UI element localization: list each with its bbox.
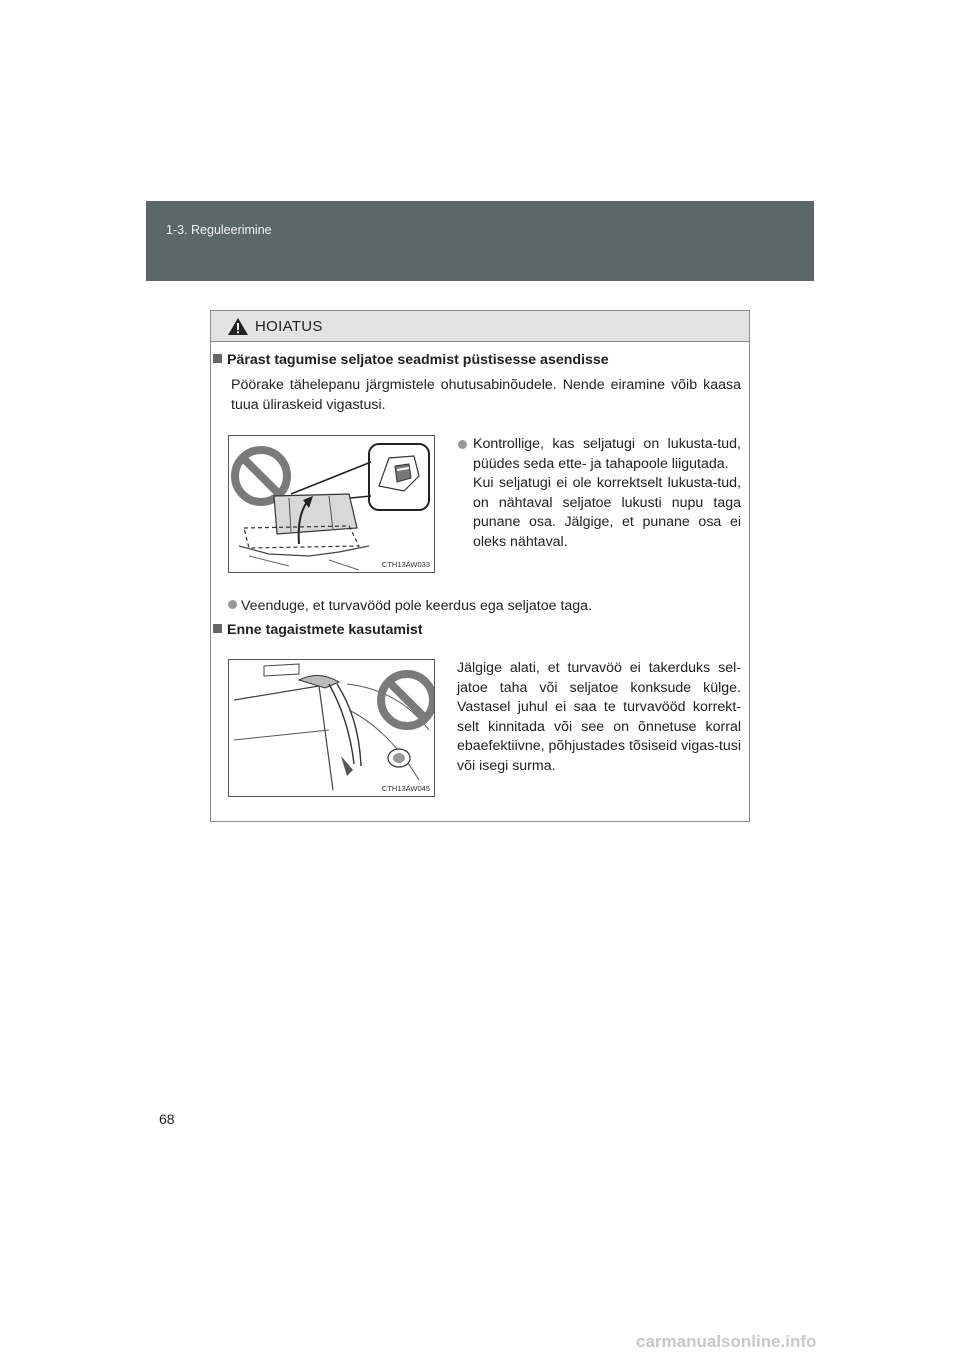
section2-heading-row [213,621,743,641]
bullet1-text-a: Kontrollige, kas seljatugi on lukusta-tud, püüdes seda ette- ja tahapoole liigutada. [473,436,741,472]
figure-code: CTH13AW045 [381,784,430,793]
warning-box [210,310,750,822]
section1-bullet1 [458,435,741,552]
section-title: 1-3. Reguleerimine [166,223,272,237]
warning-header [211,311,749,342]
watermark: carmanualsonline.info [636,1332,817,1351]
square-bullet-icon [213,354,222,363]
section1-heading-row [213,351,743,371]
section1-intro: Pöörake tähelepanu järgmistele ohutusabinõudele. Nende eiramine võib kaasa tuua üliraskeid vigastusi. [231,377,741,413]
page-number: 68 [159,1111,175,1127]
section1-heading: Pärast tagumise seljatoe seadmist püstisesse asendisse [227,352,609,368]
round-bullet-icon [458,440,467,449]
section-header-bar [146,201,814,281]
figure-seat-lock [228,435,435,573]
bullet1-text-b: Kui seljatugi ei ole korrektselt lukusta-tud, on nähtaval seljatoe lukusti nupu taga punane osa. Jälgige, et punane osa ei oleks nähtaval. [473,475,741,550]
bullet2-text: Veenduge, et turvavööd pole keerdus ega seljatoe taga. [241,598,593,614]
round-bullet-icon [228,600,237,609]
section2-text: Jälgige alati, et turvavöö ei takerduks sel-jatoe taha või seljatoe konksude külge. Vastasel juhul ei saa te turvavööd korrekt-selt kinnitada või see on õnnetuse korral ebaefektiivne, põhjustades tõsiseid vigas-tusi või isegi surma. [457,660,741,774]
seat-lock-illustration [229,436,434,572]
seatbelt-illustration [229,660,434,796]
warning-title: HOIATUS [255,318,323,335]
section1-bullet2 [228,597,738,617]
warning-triangle-icon [227,317,249,336]
figure-code: CTH13AW033 [381,560,430,569]
figure-seatbelt [228,659,435,797]
section2-heading: Enne tagaistmete kasutamist [227,622,423,638]
square-bullet-icon [213,624,222,633]
